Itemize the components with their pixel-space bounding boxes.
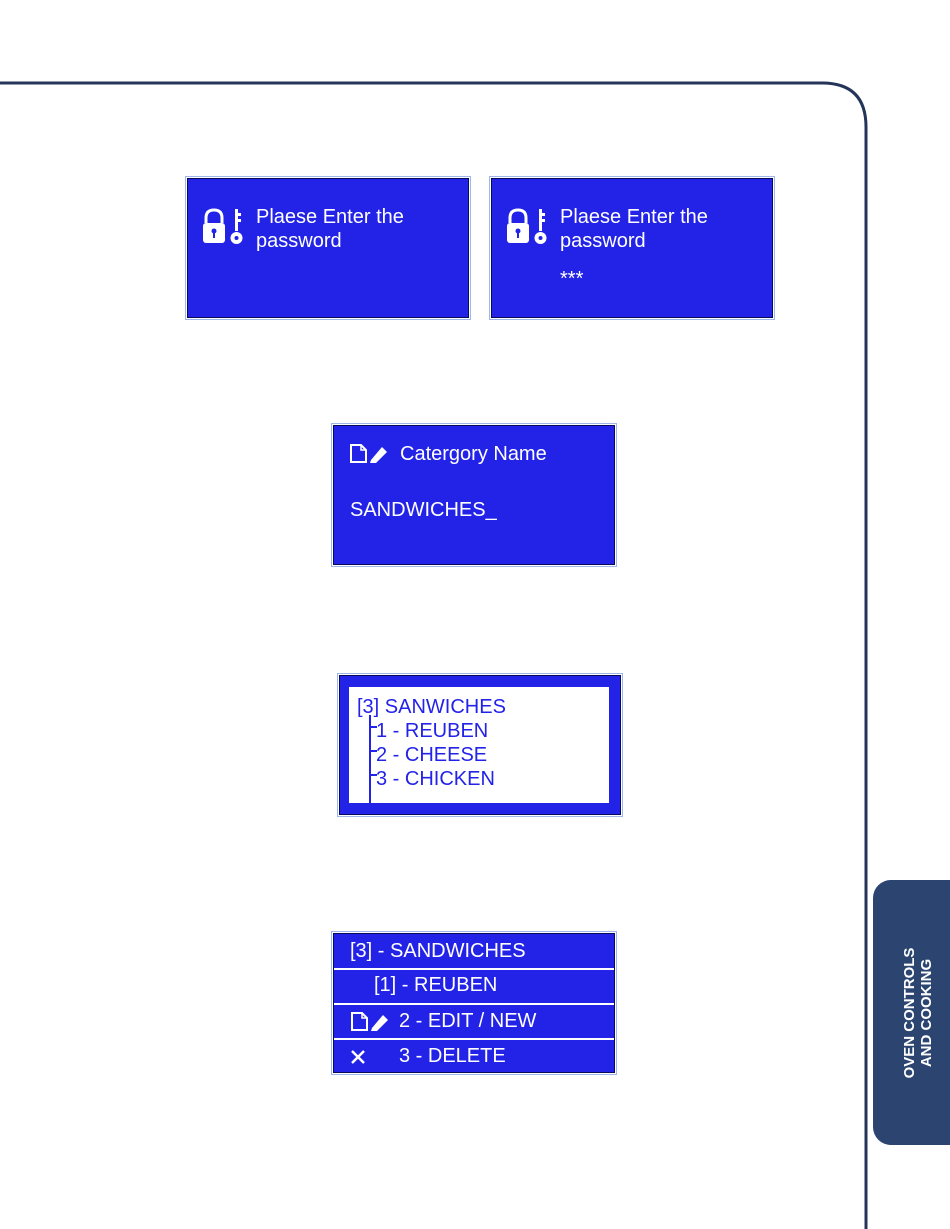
category-name-screen bbox=[333, 425, 615, 565]
lock-key-icon bbox=[505, 207, 549, 247]
password-screen-empty bbox=[187, 178, 469, 318]
prompt-line-1: Plaese Enter the bbox=[560, 206, 708, 228]
tree-item: 3 - CHICKEN bbox=[376, 768, 495, 790]
section-tab bbox=[873, 880, 950, 1145]
prompt-line-2: password bbox=[256, 230, 342, 252]
password-screen-entered bbox=[491, 178, 773, 318]
tree-item: 1 - REUBEN bbox=[376, 720, 489, 742]
prompt-line-2: password bbox=[560, 230, 646, 252]
menu-row-label: 2 - EDIT / NEW bbox=[399, 1010, 537, 1032]
menu-row-category bbox=[334, 934, 614, 967]
category-title: Catergory Name bbox=[400, 443, 547, 465]
lock-key-icon bbox=[201, 207, 245, 247]
category-value: SANDWICHES_ bbox=[350, 499, 497, 521]
close-icon bbox=[350, 1049, 366, 1065]
menu-row-delete bbox=[334, 1038, 614, 1071]
menu-row-edit bbox=[334, 1003, 614, 1036]
menu-row-label: [1] - REUBEN bbox=[374, 974, 498, 996]
item-menu-screen bbox=[333, 933, 615, 1073]
section-tab-label bbox=[901, 947, 935, 1078]
menu-row-label: [3] - SANDWICHES bbox=[350, 940, 526, 962]
password-entry: *** bbox=[560, 268, 584, 290]
section-tab-line-2: AND COOKING bbox=[918, 958, 935, 1067]
edit-document-icon bbox=[350, 1011, 390, 1033]
tree-header: [3] SANWICHES bbox=[357, 696, 506, 718]
section-tab-line-1: OVEN CONTROLS bbox=[901, 947, 918, 1078]
prompt-line-1: Plaese Enter the bbox=[256, 206, 404, 228]
menu-row-label: 3 - DELETE bbox=[399, 1045, 506, 1067]
tree-item: 2 - CHEESE bbox=[376, 744, 488, 766]
tree-panel bbox=[349, 687, 609, 803]
edit-document-icon bbox=[349, 443, 389, 465]
menu-row-item bbox=[334, 968, 614, 1001]
category-tree-screen bbox=[339, 675, 621, 815]
